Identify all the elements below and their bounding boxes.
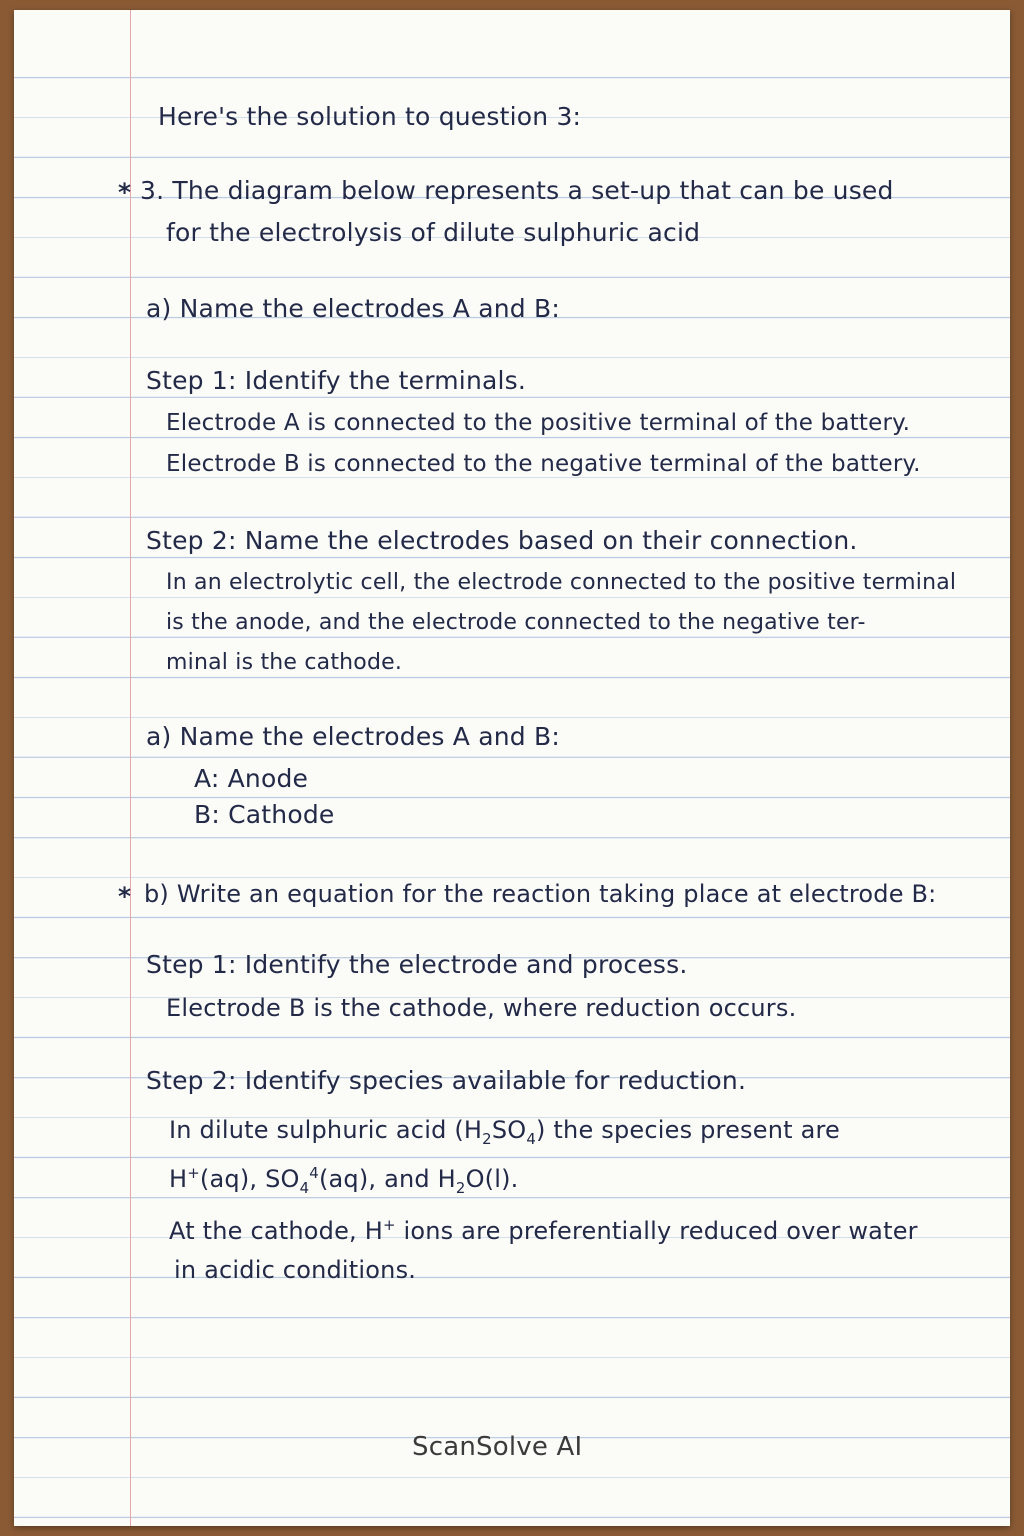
species-h2: H <box>437 1165 456 1193</box>
species-so-sub: 4 <box>299 1178 310 1197</box>
species-line-2-tail: O(l). <box>465 1165 519 1193</box>
part-b-step1-line: Electrode B is the cathode, where reduction occurs. <box>166 994 797 1022</box>
species-line-1 <box>169 1116 840 1148</box>
part-a-step1-title: Step 1: Identify the terminals. <box>146 366 527 395</box>
part-a-answer-heading: a) Name the electrodes A and B: <box>146 722 561 751</box>
part-a-step2-title: Step 2: Name the electrodes based on their connection. <box>146 526 858 555</box>
species-line-1-tail: ) the species present are <box>536 1116 840 1144</box>
intro-text: Here's the solution to question 3: <box>158 102 582 131</box>
question-line-1: 3. The diagram below represents a set-up that can be used <box>140 176 894 205</box>
part-a-step2-line-3: minal is the cathode. <box>166 650 403 675</box>
part-b-step1-title: Step 1: Identify the electrode and process. <box>146 950 688 979</box>
question-marker: * <box>118 178 132 207</box>
cathode-line-1-tail: ions are preferentially reduced over water <box>395 1217 918 1245</box>
cathode-h: H <box>364 1217 383 1245</box>
species-line-2 <box>169 1164 519 1197</box>
formula-sub-4: 4 <box>526 1129 537 1148</box>
notebook-page <box>14 10 1010 1526</box>
species-line-1-text: In dilute sulphuric acid ( <box>169 1116 464 1144</box>
formula-h: H <box>463 1116 483 1144</box>
part-a-heading: a) Name the electrodes A and B: <box>146 294 561 323</box>
part-b-heading: b) Write an equation for the reaction taking place at electrode B: <box>144 880 937 908</box>
part-b-step2-title: Step 2: Identify species available for reduction. <box>146 1066 747 1095</box>
cathode-line-1-pre: At the cathode, <box>169 1217 365 1245</box>
part-a-step1-line-1: Electrode A is connected to the positive terminal of the battery. <box>166 410 911 436</box>
formula-so: SO <box>491 1116 527 1144</box>
species-h: H <box>169 1165 188 1193</box>
species-h-charge: + <box>187 1164 200 1182</box>
cathode-line-1 <box>169 1216 918 1245</box>
part-a-step2-line-1: In an electrolytic cell, the electrode connected to the positive terminal <box>166 570 957 595</box>
species-so-sup: 4 <box>309 1164 319 1182</box>
answer-b: B: Cathode <box>194 800 335 829</box>
cathode-h-charge: + <box>382 1216 396 1234</box>
footer-brand: ScanSolve AI <box>412 1432 583 1462</box>
part-a-step2-line-2: is the anode, and the electrode connected to the negative ter- <box>166 610 866 635</box>
part-a-step1-line-2: Electrode B is connected to the negative terminal of the battery. <box>166 451 921 477</box>
species-aq-1: (aq), <box>199 1165 266 1193</box>
part-b-marker: * <box>118 882 132 911</box>
cathode-line-2: in acidic conditions. <box>174 1256 417 1284</box>
species-aq-2: (aq), and <box>318 1165 438 1193</box>
margin-line <box>130 10 131 1526</box>
question-line-2: for the electrolysis of dilute sulphuric acid <box>166 218 701 247</box>
answer-a: A: Anode <box>194 764 309 793</box>
species-h2-sub: 2 <box>455 1178 466 1197</box>
species-so: SO <box>265 1165 300 1193</box>
formula-sub-2: 2 <box>482 1129 492 1148</box>
